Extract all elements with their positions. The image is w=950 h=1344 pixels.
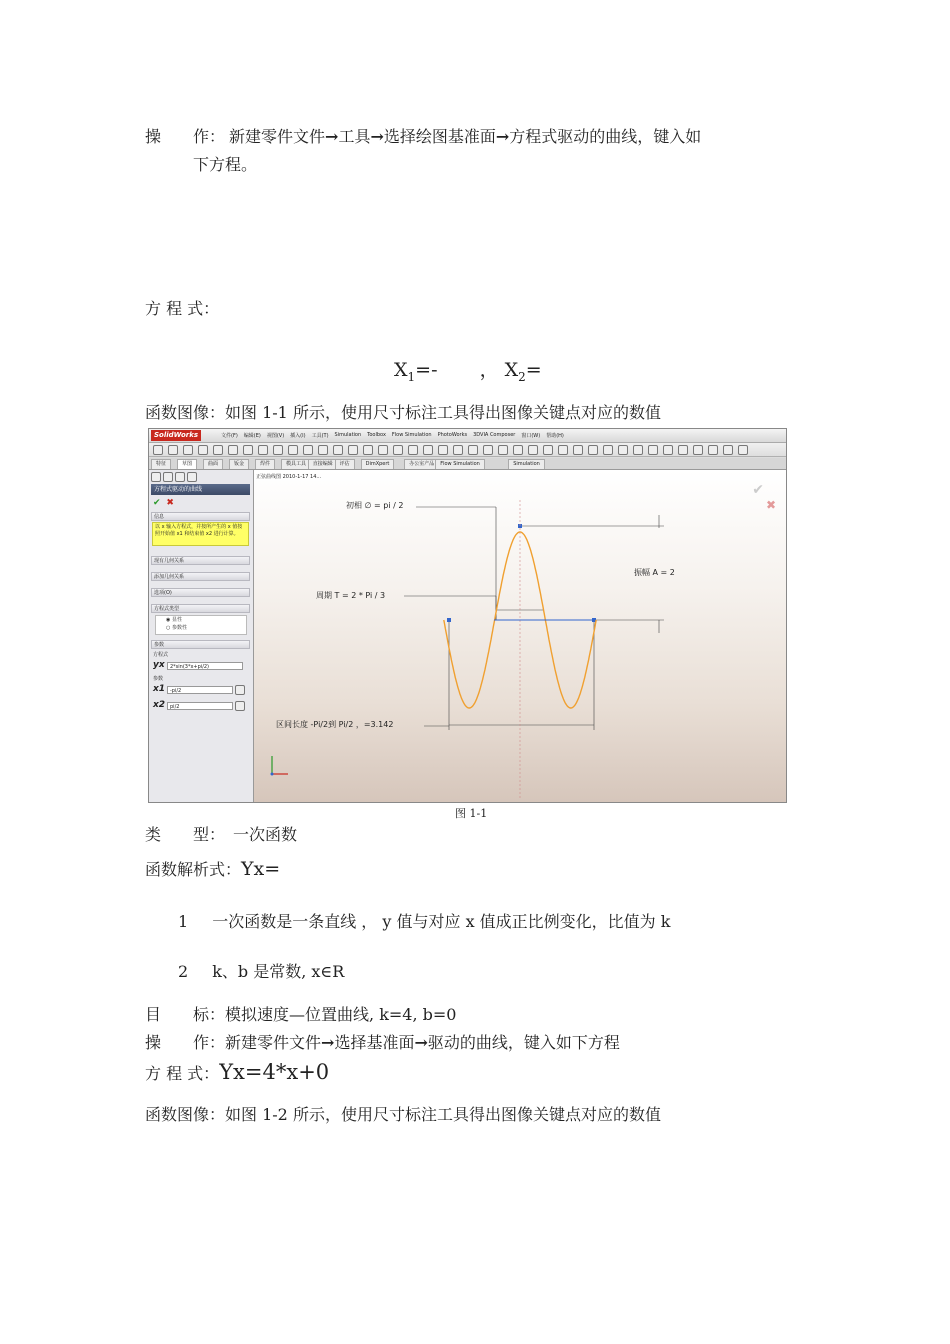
param-sub-label: 参数 [153,676,164,682]
menu-list [221,432,564,439]
toolbar-button-icon[interactable] [543,445,553,455]
interval-annotation: 区间长度 -Pi/2到 Pi/2 ，=3.142 [276,720,394,729]
toolbar-button-icon[interactable] [438,445,448,455]
toolbar-button-icon[interactable] [318,445,328,455]
toolbar-button-icon[interactable] [288,445,298,455]
toolbar-button-icon[interactable] [408,445,418,455]
equation-type-group [155,615,247,635]
panel-title: 方程式驱动的曲线 [151,484,250,495]
operation-text-5: 下方程。 [193,155,258,174]
x1-sub: 1 [407,369,416,384]
sine-curve-drawing [254,470,786,802]
info-section[interactable]: 信息 [151,512,250,521]
menu-item[interactable]: Flow Simulation [391,432,432,438]
type-value: 一次函数 [233,825,298,844]
x2-separator: ， [479,359,499,381]
paragraph-operation-1 [145,124,701,147]
command-tab[interactable]: Flow Simulation [435,459,485,469]
x1-param-label: x1 [153,684,166,694]
radio-explicit[interactable]: ◉ 显性 [166,617,182,623]
toolbar-button-icon[interactable] [153,445,163,455]
ok-icon[interactable]: ✔ [153,498,161,508]
toolbar-button-icon[interactable] [573,445,583,455]
radio-parametric-label: 参数性 [171,625,187,631]
menu-item[interactable]: 窗口(W) [521,433,541,439]
command-tab[interactable]: 焊件 [255,459,275,469]
x2-sub: 2 [518,369,526,384]
toolbar-button-icon[interactable] [213,445,223,455]
toolbar-button-icon[interactable] [468,445,478,455]
toolbar-button-icon[interactable] [483,445,493,455]
x1-eq: =- [415,359,438,381]
confirm-check-icon[interactable]: ✔ [752,482,764,498]
equation-label-2: 方 程 式： [145,1064,220,1083]
axis-triad-icon [271,756,289,776]
command-tab[interactable]: 办公室产品 [404,459,439,469]
amplitude-annotation: 振幅 A = 2 [634,568,675,577]
command-tab[interactable]: Simulation [508,459,545,469]
menu-item[interactable]: 3DVIA Composer [473,432,516,438]
x2-eq: = [525,359,542,381]
document-title: 正弦曲线图 2010-1-17 14... [256,474,322,480]
toolbar-button-icon[interactable] [168,445,178,455]
confirm-cancel-icon[interactable]: ✖ [765,498,776,512]
toolbar-button-icon[interactable] [708,445,718,455]
arrow-icon: → [321,1033,335,1052]
equation-label: 方 程 式： [145,299,220,318]
toolbar-button-icon[interactable] [738,445,748,455]
x-bounds-line [394,355,542,384]
toolbar [149,443,786,457]
solidworks-logo: SolidWorks [151,430,201,441]
toolbar-button-icon[interactable] [183,445,193,455]
type-line [145,822,297,845]
list-item-number: 1 [178,912,189,931]
menu-item[interactable]: Simulation [334,432,362,438]
radio-explicit-label: 显性 [171,617,182,623]
operation-text-2: 选择基准面 [334,1033,415,1052]
cancel-icon[interactable]: ✖ [166,498,174,508]
toolbar-button-icon[interactable] [258,445,268,455]
toolbar-button-icon[interactable] [588,445,598,455]
list-item-text: 一次函数是一条直线 ， y 值与对应 x 值成正比例变化，比值为 k [212,912,671,931]
goal-text: 模拟速度—位置曲线, k=4, b=0 [225,1005,457,1024]
dim-manager-icon[interactable] [187,472,197,482]
toolbar-button-icon[interactable] [453,445,463,455]
menu-item[interactable]: 插入(I) [290,433,306,439]
x2-param-label: x2 [153,700,166,710]
yx-input[interactable]: 2*sin(3*x+pi/2) [167,662,243,670]
operation-text-2: 工具 [338,127,371,146]
lock-icon[interactable] [235,685,245,695]
section-add-relations[interactable]: 添加几何关系 [151,572,250,581]
feature-tree-icon[interactable] [151,472,161,482]
menu-item[interactable]: 视图(V) [266,433,285,439]
config-manager-icon[interactable] [175,472,185,482]
panel-tab-icons [151,472,197,482]
list-item [178,909,670,932]
toolbar-button-icon[interactable] [333,445,343,455]
command-tab[interactable]: 评估 [335,459,355,469]
type-label: 类 型： [145,825,226,844]
analytic-value: Yx= [241,858,281,880]
paragraph-operation-1-cont [193,152,257,175]
arrow-icon: → [325,127,339,146]
equation-sub-label: 方程式 [153,652,169,658]
x2-label: X [504,359,519,381]
x1-input[interactable]: -pi/2 [167,686,233,694]
toolbar-button-icon[interactable] [348,445,358,455]
toolbar-button-icon[interactable] [618,445,628,455]
toolbar-button-icon[interactable] [663,445,673,455]
graphics-area[interactable] [254,470,786,802]
toolbar-button-icon[interactable] [513,445,523,455]
command-tab[interactable]: 曲面 [203,459,223,469]
command-tab[interactable]: DimXpert [361,459,395,469]
ok-cancel [153,498,174,508]
radio-parametric[interactable]: ○ 参数性 [166,625,187,631]
equation-value-2: Yx=4*x+0 [219,1060,330,1084]
command-tab[interactable]: 直接编辑 [308,459,338,469]
section-existing-relations[interactable]: 现有几何关系 [151,556,250,565]
toolbar-button-icon[interactable] [198,445,208,455]
info-note: 以 x 输入方程式，并按所产生的 x 值按照开始值 x1 和结束值 x2 进行计算。 [152,522,249,546]
phase-annotation: 初相 ∅ = pi / 2 [346,501,404,510]
list-item-text: k、b 是常数, x∈R [212,962,345,981]
toolbar-button-icon[interactable] [633,445,643,455]
equation-line-2 [145,1060,329,1084]
toolbar-button-icon[interactable] [558,445,568,455]
property-manager [149,470,254,802]
goal-line [145,1002,456,1025]
goal-label: 目 标： [145,1005,226,1024]
operation-text-1: 新建零件文件 [229,127,326,146]
section-params[interactable]: 参数 [151,640,250,649]
analytic-label: 函数解析式： [145,860,242,879]
arrow-icon: → [414,1033,428,1052]
menu-item[interactable]: 工具(T) [311,433,329,439]
arrow-icon: → [370,127,384,146]
section-equation-type[interactable]: 方程式类型 [151,604,250,613]
section-options[interactable]: 选项(O) [151,588,250,597]
lock-icon[interactable] [235,701,245,711]
period-annotation: 周期 T = 2 * Pi / 3 [316,591,386,600]
command-tab[interactable]: 草图 [177,459,197,469]
x2-input[interactable]: pi/2 [167,702,233,710]
operation-label: 操 作： [145,1033,226,1052]
paragraph-operation-2 [145,1030,620,1053]
toolbar-button-icon[interactable] [693,445,703,455]
menu-item[interactable]: Toolbox [367,432,386,438]
x1-label: X [394,359,408,381]
toolbar-button-icon[interactable] [723,445,733,455]
menu-item[interactable]: 编辑(E) [243,433,261,439]
menu-item[interactable]: PhotoWorks [437,432,468,438]
toolbar-button-icon[interactable] [363,445,373,455]
toolbar-button-icon[interactable] [423,445,433,455]
yx-label: yx [153,660,165,670]
operation-label: 操 作： [145,127,226,146]
toolbar-button-icon[interactable] [393,445,403,455]
property-manager-icon[interactable] [163,472,173,482]
arrow-icon: → [495,127,510,146]
solidworks-screenshot [148,428,787,803]
command-tabs [149,458,786,470]
toolbar-button-icon[interactable] [528,445,538,455]
operation-text-1: 新建零件文件 [225,1033,322,1052]
command-tab[interactable]: 特征 [151,459,171,469]
list-item-number: 2 [178,962,189,981]
toolbar-button-icon[interactable] [498,445,508,455]
toolbar-button-icon[interactable] [603,445,613,455]
toolbar-button-icon[interactable] [273,445,283,455]
menu-item[interactable]: 文件(F) [221,433,238,439]
figure-intro-1: 函数图像：如图 1-1 所示，使用尺寸标注工具得出图像关键点对应的数值 [145,403,661,422]
toolbar-button-icon[interactable] [648,445,658,455]
operation-text-3: 选择绘图基准面 [383,127,496,146]
figure-caption: 图 1-1 [455,807,488,820]
analytic-line [145,857,280,880]
figure-intro-2: 函数图像：如图 1-2 所示，使用尺寸标注工具得出图像关键点对应的数值 [145,1105,661,1124]
operation-text-3: 驱动的曲线，键入如下方程 [427,1033,620,1052]
command-tab[interactable]: 钣金 [229,459,249,469]
command-tab[interactable]: 模具工具 [281,459,311,469]
menu-bar [149,429,786,443]
toolbar-button-icon[interactable] [303,445,313,455]
toolbar-button-icon[interactable] [678,445,688,455]
toolbar-button-icon[interactable] [228,445,238,455]
toolbar-button-icon[interactable] [243,445,253,455]
toolbar-button-icon[interactable] [378,445,388,455]
menu-item[interactable]: 帮助(H) [546,433,564,439]
list-item [178,959,344,982]
operation-text-4: 方程式驱动的曲线，键入如 [509,127,702,146]
